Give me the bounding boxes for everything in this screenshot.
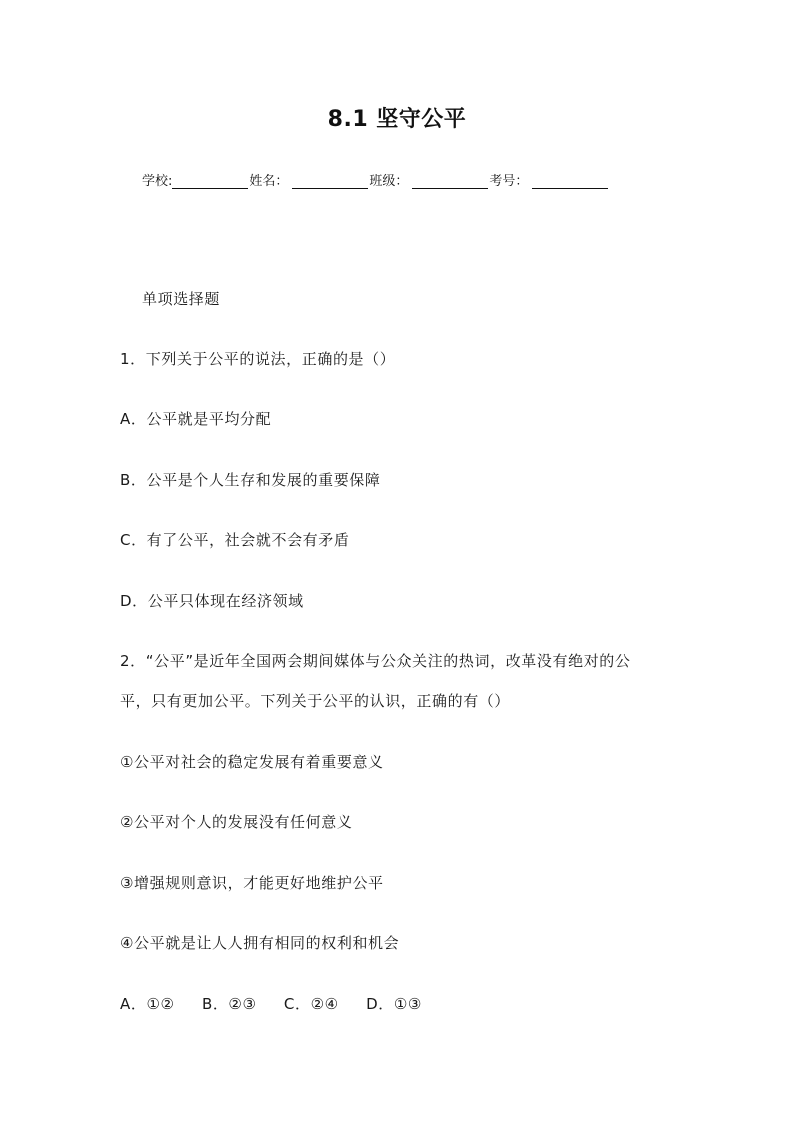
student-info-row bbox=[142, 170, 609, 189]
question-2-choice-b: B．②③ bbox=[201, 995, 257, 1013]
question-2-statement-3: ③增强规则意识，才能更好地维护公平 bbox=[120, 874, 384, 892]
question-2-stem-line2: 平，只有更加公平。下列关于公平的认识，正确的有（） bbox=[120, 692, 511, 710]
name-blank[interactable] bbox=[292, 174, 368, 189]
name-label: 姓名： bbox=[249, 174, 289, 189]
question-2-choices bbox=[120, 993, 444, 1014]
question-1-option-d: D．公平只体现在经济领域 bbox=[120, 592, 304, 610]
question-2-statement-4: ④公平就是让人人拥有相同的权利和机会 bbox=[120, 934, 400, 952]
number-label: 考号： bbox=[489, 174, 529, 189]
question-1-option-c: C．有了公平，社会就不会有矛盾 bbox=[120, 531, 350, 549]
class-blank[interactable] bbox=[412, 174, 488, 189]
question-2-choice-a: A．①② bbox=[120, 995, 175, 1013]
question-1-stem: 1．下列关于公平的说法，正确的是（） bbox=[120, 350, 396, 368]
number-blank[interactable] bbox=[532, 174, 608, 189]
class-label: 班级： bbox=[369, 174, 409, 189]
question-1-option-a: A．公平就是平均分配 bbox=[120, 410, 272, 428]
question-2-statement-1: ①公平对社会的稳定发展有着重要意义 bbox=[120, 753, 384, 771]
document-title: 8.1 坚守公平 bbox=[327, 107, 467, 132]
school-blank[interactable] bbox=[172, 174, 248, 189]
question-1-option-b: B．公平是个人生存和发展的重要保障 bbox=[120, 471, 381, 489]
question-2-choice-d: D．①③ bbox=[366, 995, 422, 1013]
section-title: 单项选择题 bbox=[142, 290, 221, 308]
question-2-stem-line1: 2．“公平”是近年全国两会期间媒体与公众关注的热词，改革没有绝对的公 bbox=[120, 652, 631, 670]
school-label: 学校: bbox=[142, 174, 173, 189]
question-2-choice-c: C．②④ bbox=[283, 995, 339, 1013]
question-2-statement-2: ②公平对个人的发展没有任何意义 bbox=[120, 813, 353, 831]
